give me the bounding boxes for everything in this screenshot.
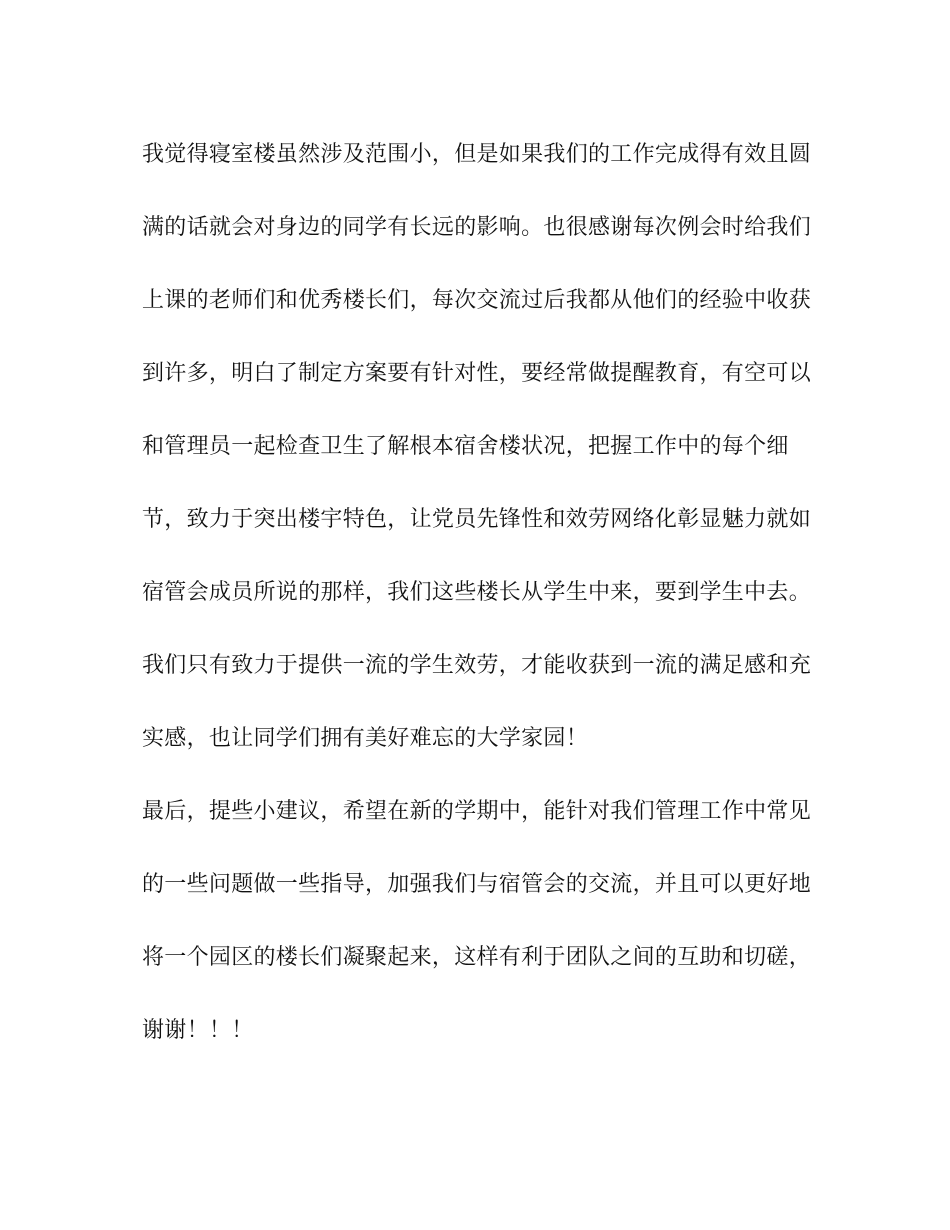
text-line: 谢谢！！！ [142,1018,254,1043]
text-line: 我觉得寝室楼虽然涉及范围小，但是如果我们的工作完成得有效且圆 [142,142,812,167]
text-line: 到许多，明白了制定方案要有针对性，要经常做提醒教育，有空可以 [142,361,812,386]
text-line: 宿管会成员所说的那样，我们这些楼长从学生中来，要到学生中去。 [142,580,812,605]
text-line: 满的话就会对身边的同学有长远的影响。也很感谢每次例会时给我们 [142,215,812,240]
text-line: 的一些问题做一些指导，加强我们与宿管会的交流，并且可以更好地 [142,872,812,897]
text-line: 我们只有致力于提供一流的学生效劳，才能收获到一流的满足感和充 [142,653,812,678]
text-line: 和管理员一起检查卫生了解根本宿舍楼状况，把握工作中的每个细 [142,434,789,459]
text-line: 最后，提些小建议，希望在新的学期中，能针对我们管理工作中常见 [142,799,812,824]
text-line: 实感，也让同学们拥有美好难忘的大学家园！ [142,726,589,751]
text-line: 上课的老师们和优秀楼长们，每次交流过后我都从他们的经验中收获 [142,288,812,313]
text-line: 将一个园区的楼长们凝聚起来，这样有利于团队之间的互助和切磋， [142,945,812,970]
document-body [142,137,822,1086]
text-line: 节，致力于突出楼宇特色，让党员先锋性和效劳网络化彰显魅力就如 [142,507,812,532]
